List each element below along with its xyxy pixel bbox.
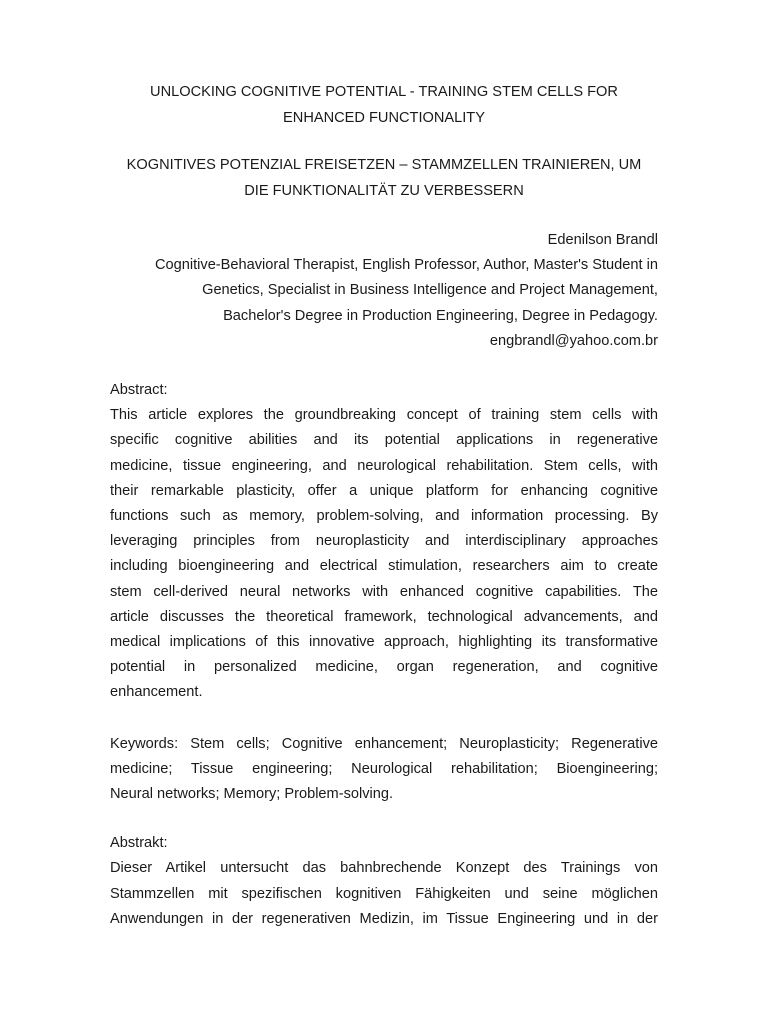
abstrakt-line: Anwendungen in der regenerativen Medizin, im Tissue Engineering und in der bbox=[110, 910, 658, 927]
document-page bbox=[110, 80, 658, 932]
title-line: KOGNITIVES POTENZIAL FREISETZEN – STAMMZELLEN TRAINIEREN, UM bbox=[126, 157, 642, 173]
keywords-line: Keywords: Stem cells; Cognitive enhancement; Neuroplasticity; Regenerative bbox=[110, 735, 658, 752]
title-english bbox=[110, 80, 658, 131]
title-line: UNLOCKING COGNITIVE POTENTIAL - TRAINING STEM CELLS FOR bbox=[150, 84, 618, 100]
abstract-line: their remarkable plasticity, offer a unique platform for enhancing cognitive bbox=[110, 482, 658, 499]
keywords-line: medicine; Tissue engineering; Neurological rehabilitation; Bioengineering; bbox=[110, 760, 658, 777]
abstract-body bbox=[110, 403, 658, 705]
author-affiliation-line: Cognitive-Behavioral Therapist, English Professor, Author, Master's Student in bbox=[154, 257, 658, 274]
author-block bbox=[110, 228, 658, 354]
abstract-line: specific cognitive abilities and its potential applications in regenerative bbox=[110, 432, 658, 449]
abstract-line: This article explores the groundbreaking concept of training stem cells with bbox=[110, 407, 658, 424]
abstrakt-line: Dieser Artikel untersucht das bahnbrechende Konzept des Trainings von bbox=[110, 860, 658, 877]
abstract-line: article discusses the theoretical framework, technological advancements, and bbox=[110, 608, 658, 625]
abstract-line: including bioengineering and electrical stimulation, researchers aim to create bbox=[110, 558, 658, 575]
abstract-line: enhancement. bbox=[110, 684, 203, 701]
author-name: Edenilson Brandl bbox=[547, 232, 658, 248]
author-email: engbrandl@yahoo.com.br bbox=[489, 332, 658, 349]
abstrakt-heading: Abstrakt: bbox=[110, 835, 168, 852]
abstract-line: medicine, tissue engineering, and neurological rehabilitation. Stem cells, with bbox=[110, 457, 658, 474]
keywords-body bbox=[110, 732, 658, 808]
author-affiliation-line: Genetics, Specialist in Business Intelligence and Project Management, bbox=[202, 282, 658, 299]
author-affiliation-line: Bachelor's Degree in Production Engineering, Degree in Pedagogy. bbox=[223, 307, 658, 324]
abstract-line: potential in personalized medicine, organ regeneration, and cognitive bbox=[110, 659, 658, 676]
title-german bbox=[110, 153, 658, 204]
abstrakt-body bbox=[110, 856, 658, 932]
abstract-heading: Abstract: bbox=[110, 382, 168, 399]
title-line: ENHANCED FUNCTIONALITY bbox=[283, 109, 485, 126]
keywords-line: Neural networks; Memory; Problem-solving. bbox=[110, 786, 394, 803]
abstract-line: stem cell-derived neural networks with enhanced cognitive capabilities. The bbox=[110, 583, 658, 600]
abstract-line: leveraging principles from neuroplasticity and interdisciplinary approaches bbox=[110, 533, 658, 550]
abstrakt-line: Stammzellen mit spezifischen kognitiven Fähigkeiten und seine möglichen bbox=[110, 885, 658, 902]
abstract-line: functions such as memory, problem-solving, and information processing. By bbox=[110, 508, 658, 525]
title-line: DIE FUNKTIONALITÄT ZU VERBESSERN bbox=[244, 182, 524, 199]
abstract-line: medical implications of this innovative approach, highlighting its transformative bbox=[110, 634, 658, 651]
